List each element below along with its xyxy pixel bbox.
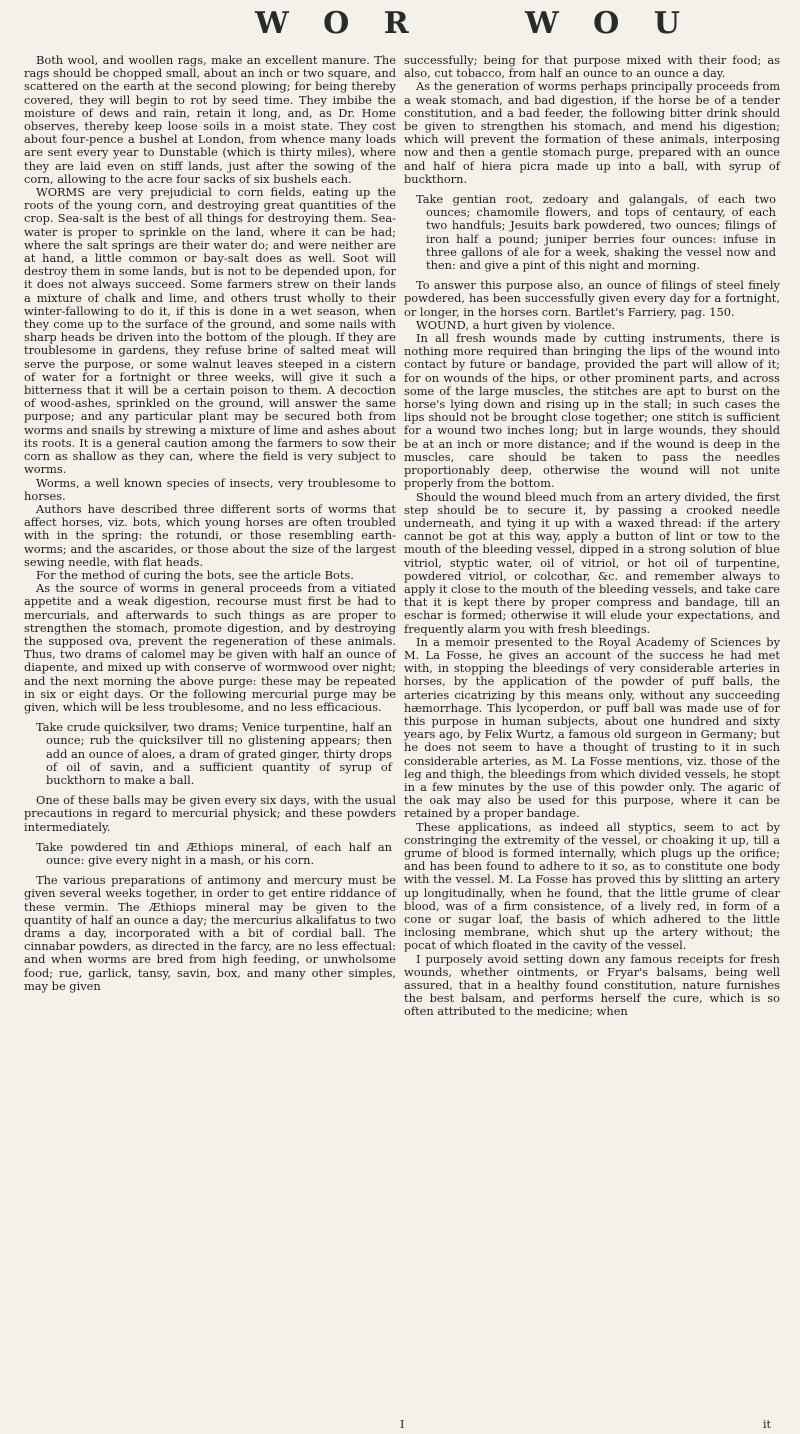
paragraph: Authors have described three different sorts of worms that affect horses, viz. bots, which young horses are often troubled with in the spring: the rotundi, or those resembling earth-worms; and the ascarides, or those about the size of the largest sewing needle, with flat heads. (24, 501, 396, 569)
paragraph: One of these balls may be given every six days, with the usual precautions in regard to mercurial physick; and these powders intermediately. (24, 793, 396, 834)
paragraph: As the generation of worms perhaps principally proceeds from a weak stomach, and bad digestion, if the horse be of a tender constitution, and a bad feeder, the following bitter drink should be given to strengthen his stomach, and mend his digestion; which will prevent the formation of these animals, interposing now and then a gentle stomach purge, prepared with an ounce and half of hiera picra made up into a ball, with syrup of buckthorn. (404, 79, 780, 186)
recipe-paragraph: Take gentian root, zedoary and galangals, of each two ounces; chamomile flowers, and tops of centaury, of each two handfuls; Jesuits bark powdered, two ounces; filings of iron half a pound; juniper berries four ounces: infuse in three gallons of ale for a week, shaking the vessel now and then: and give a pint of this night and morning. (416, 192, 776, 273)
paragraph: Worms, a well known species of insects, very troublesome to horses. (24, 475, 396, 503)
paragraph: The various preparations of antimony and mercury must be given several weeks together, in order to get entire riddance of these vermin. The Æthiops mineral may be given to the quantity of half an ounce a day; the mercurius alkalifatus to two drams a day, incorporated with a bit of cordial ball. The cinnabar powders, as directed in the farcy, are no less effectual: and when worms are bred from high feeding, or unwholsome food; rue, garlick, tansy, savin, box, and many other simples, may be given (24, 873, 396, 993)
recipe-paragraph: Take crude quicksilver, two drams; Venice turpentine, half an ounce; rub the quicksilver till no glistening appears; then add an ounce of aloes, a dram of grated ginger, thirty drops of oil of savin, and a sufficient quantity of syrup of buckthorn to make a ball. (36, 720, 392, 787)
paragraph: As the source of worms in general proceeds from a vitiated appetite and a weak digestion, recourse must first be had to mercurials, and afterwards to such things as are proper to strengthen the stomach, promote digestion, and by destroying the supposed ova, prevent the regeneration of these animals. Thus, two drams of calomel may be given with half an ounce of diapente, and mixed up with conserve of wormwood over night; and the next morning the above purge: these may be repeated in six or eight days. Or the following mercurial purge may be given, which will be less troublesome, and no less efficacious. (24, 581, 396, 714)
recipe-paragraph: Take powdered tin and Æthiops mineral, of each half an ounce: give every night in a mash, or his corn. (36, 839, 392, 867)
header-left: W O R (255, 6, 421, 41)
paragraph: WORMS are very prejudicial to corn fields, eating up the roots of the young corn, and destroying great quantities of the crop. Sea-salt is the best of all things for destroying them. Sea-water is proper to sprinkle on the land, where it can be had; where the salt springs are their water do; and were neither are at hand, a little common or bay-salt does as well. Soot will destroy them in some lands, but is not to be depended upon, for it does not always succeed. Some farmers strew on their lands a mixture of chalk and lime, and others trust wholly to their winter-fallowing to do it, if this is done in a wet season, when they come up to the surface of the ground, and some nails with sharp heads be driven into the bottom of the plough. If they are troublesome in gardens, they refuse brine of salted meat will serve the purpose, or some walnut leaves steeped in a cistern of water for a fortnight or three weeks, will give it such a bitterness that it will be a certain poison to them. A decoction of wood-ashes, sprinkled on the ground, will answer the same purpose; and any particular plant may be secured both from worms and snails by strewing a mixture of lime and ashes about its roots. It is a general caution among the farmers to sow their corn as shallow as they can, where the field is very subject to worms. (24, 185, 396, 477)
paragraph: In a memoir presented to the Royal Academy of Sciences by M. La Fosse, he gives an account of the success he had met with, in stopping the bleedings of very considerable arteries in horses, by the application of the powder of puff balls, the arteries cicatrizing by this means only, without any succeeding hæmorrhage. This lycoperdon, or puff ball was made use of for this purpose in human subjects, about one hundred and sixty years ago, by Felix Wurtz, a famous old surgeon in Germany; but he does not seem to have a thought of trusting to it in such considerable arteries, as M. La Fosse mentions, viz. those of the leg and thigh, the bleedings from which divided vessels, he stopt in a few minutes by the use of this powder only. The agaric of the oak may also be used for this purpose, where it can be retained by a proper bandage. (404, 634, 780, 821)
paragraph: successfully; being for that purpose mixed with their food; as also, cut tobacco, from half an ounce to an ounce a day. (404, 53, 780, 81)
paragraph: Both wool, and woollen rags, make an excellent manure. The rags should be chopped small, about an inch or two square, and scattered on the earth at the second plowing; for being thereby covered, they will begin to rot by seed time. They imbibe the moisture of dews and rain, retain it long, and, as Dr. Home observes, thereby keep loose soils in a moist state. They cost about four-pence a bushel at London, from whence many loads are sent every year to Dunstable (which is thirty miles), where they are laid even on stiff lands, just after the sowing of the corn, allowing to the acre four sacks of six bushels each. (24, 53, 396, 186)
paragraph: For the method of curing the bots, see the article Bots. (36, 567, 354, 582)
paragraph: Should the wound bleed much from an artery divided, the first step should be to secure it, by passing a crooked needle underneath, and tying it up with a waxed thread: if the artery cannot be got at this way, apply a button of lint or tow to the mouth of the bleeding vessel, dipped in a strong solution of blue vitriol, styptic water, oil of vitriol, or hot oil of turpentine, powdered vitriol, or colcothar, &c. and remember always to apply it close to the mouth of the bleeding vessels, and take care that it is kept there by proper compress and bandage, till an eschar is formed; otherwise it will elude your expectations, and frequently alarm you with fresh bleedings. (404, 489, 780, 636)
paragraph: These applications, as indeed all styptics, seem to act by constringing the extremity of the vessel, or choaking it up, till a grume of blood is formed internally, which plugs up the orifice; and has been found to adhere to it so, as to constitute one body with the vessel. M. La Fosse has proved this by slitting an artery up longitudinally, when he found, that the little grume of clear blood, was of a firm consistence, of a lively red, in form of a cone or sugar loaf, the basis of which adhered to the little inclosing membrane, which shut up the artery without; the pocat of which floated in the cavity of the vessel. (404, 819, 780, 953)
catchwords (0, 1418, 800, 1434)
paragraph: I purposely avoid setting down any famous receipts for fresh wounds, whether ointments, or Fryar's balsams, being well assured, that in a healthy found constitution, nature furnishes the best balsam, and performs herself the cure, which is so often attributed to the medicine; when (404, 951, 780, 1019)
signature-mark: I (400, 1418, 405, 1431)
paragraph: In all fresh wounds made by cutting instruments, there is nothing more required than bringing the lips of the wound into contact by future or bandage, provided the part will allow of it; for on wounds of the hips, or other prominent parts, and across some of the large muscles, the stitches are apt to burst on the horse's lying down and rising up in the stall; in such cases the lips should not be brought close together; one stitch is sufficient for a wound two inches long; but in large wounds, they should be at an inch or more distance; and if the wound is deep in the muscles, care should be taken to pass the needles proportionably deep, otherwise the wound will not unite properly from the bottom. (404, 331, 780, 491)
header-right: W O U (525, 6, 692, 41)
left-column (24, 54, 396, 993)
catchword: it (763, 1418, 771, 1431)
paragraph: To answer this purpose also, an ounce of filings of steel finely powdered, has been successfully given every day for a fortnight, or longer, in the horses corn. Bartlet's Farriery, pag. 150. (404, 278, 780, 319)
entry-heading: WOUND, a hurt given by violence. (416, 317, 616, 332)
right-column (404, 54, 780, 1019)
running-headers (0, 6, 800, 46)
